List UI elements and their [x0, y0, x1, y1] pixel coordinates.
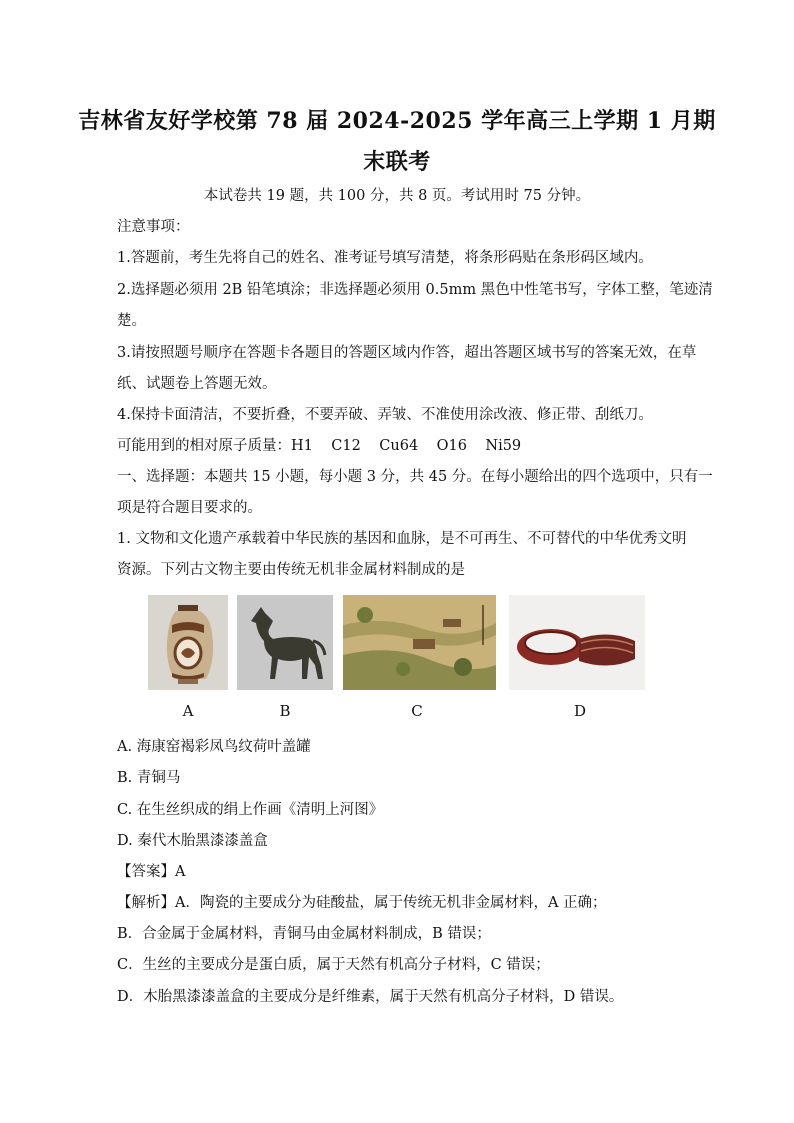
exam-info: 本试卷共 19 题，共 100 分，共 8 页。考试用时 75 分钟。	[203, 188, 591, 204]
figure-label-c: C	[411, 702, 423, 720]
option-d: D. 秦代木胎黑漆漆盖盒	[117, 833, 268, 849]
figure-c-painting-image	[343, 595, 496, 690]
note-item: 4.保持卡面清洁，不要折叠，不要弄破、弄皱、不准使用涂改液、修正带、刮纸刀。	[117, 407, 653, 423]
figure-label-b: B	[279, 702, 291, 720]
page-title-continued: 末联考	[363, 149, 431, 175]
figure-b-horse-image	[237, 595, 333, 690]
note-item: 2.选择题必须用 2B 铅笔填涂；非选择题必须用 0.5mm 黑色中性笔书写，字体工整，笔迹清	[117, 282, 713, 298]
figure-a-jar-image	[148, 595, 228, 690]
section-heading-continued: 项是符合题目要求的。	[117, 500, 262, 516]
analysis-line: 【解析】A．陶瓷的主要成分为硅酸盐，属于传统无机非金属材料，A 正确；	[117, 895, 607, 911]
option-c: C. 在生丝织成的绢上作画《清明上河图》	[117, 802, 384, 818]
analysis-line: B．合金属于金属材料，青铜马由金属材料制成，B 错误；	[117, 926, 491, 942]
note-item: 3.请按照题号顺序在答题卡各题目的答题区域内作答，超出答题区域书写的答案无效，在草	[117, 345, 697, 361]
analysis-line: C．生丝的主要成分是蛋白质，属于天然有机高分子材料，C 错误；	[117, 957, 550, 973]
figure-label-a: A	[182, 702, 194, 720]
notes-heading: 注意事项：	[117, 219, 190, 235]
option-b: B. 青铜马	[117, 770, 181, 786]
question-stem-continued: 资源。下列古文物主要由传统无机非金属材料制成的是	[117, 562, 465, 578]
atomic-mass-line: 可能用到的相对原子质量：H1 C12 Cu64 O16 Ni59	[117, 438, 522, 454]
section-heading: 一、选择题：本题共 15 小题，每小题 3 分，共 45 分。在每小题给出的四个选项中，只有一	[117, 469, 713, 485]
figure-d-lacquer-box-image	[509, 595, 645, 690]
question-stem: 1. 文物和文化遗产承载着中华民族的基因和血脉，是不可再生、不可替代的中华优秀文明	[117, 531, 687, 547]
analysis-line: D．木胎黑漆漆盖盒的主要成分是纤维素，属于天然有机高分子材料，D 错误。	[117, 989, 624, 1005]
page-title: 吉林省友好学校第 78 届 2024-2025 学年高三上学期 1 月期	[78, 108, 716, 134]
option-a: A. 海康窑褐彩凤鸟纹荷叶盖罐	[117, 739, 311, 755]
note-item: 1.答题前，考生先将自己的姓名、准考证号填写清楚，将条形码贴在条形码区域内。	[117, 250, 653, 266]
note-item: 楚。	[117, 313, 146, 329]
note-item: 纸、试题卷上答题无效。	[117, 376, 277, 392]
figure-label-d: D	[573, 702, 587, 720]
answer: 【答案】A	[117, 864, 186, 880]
